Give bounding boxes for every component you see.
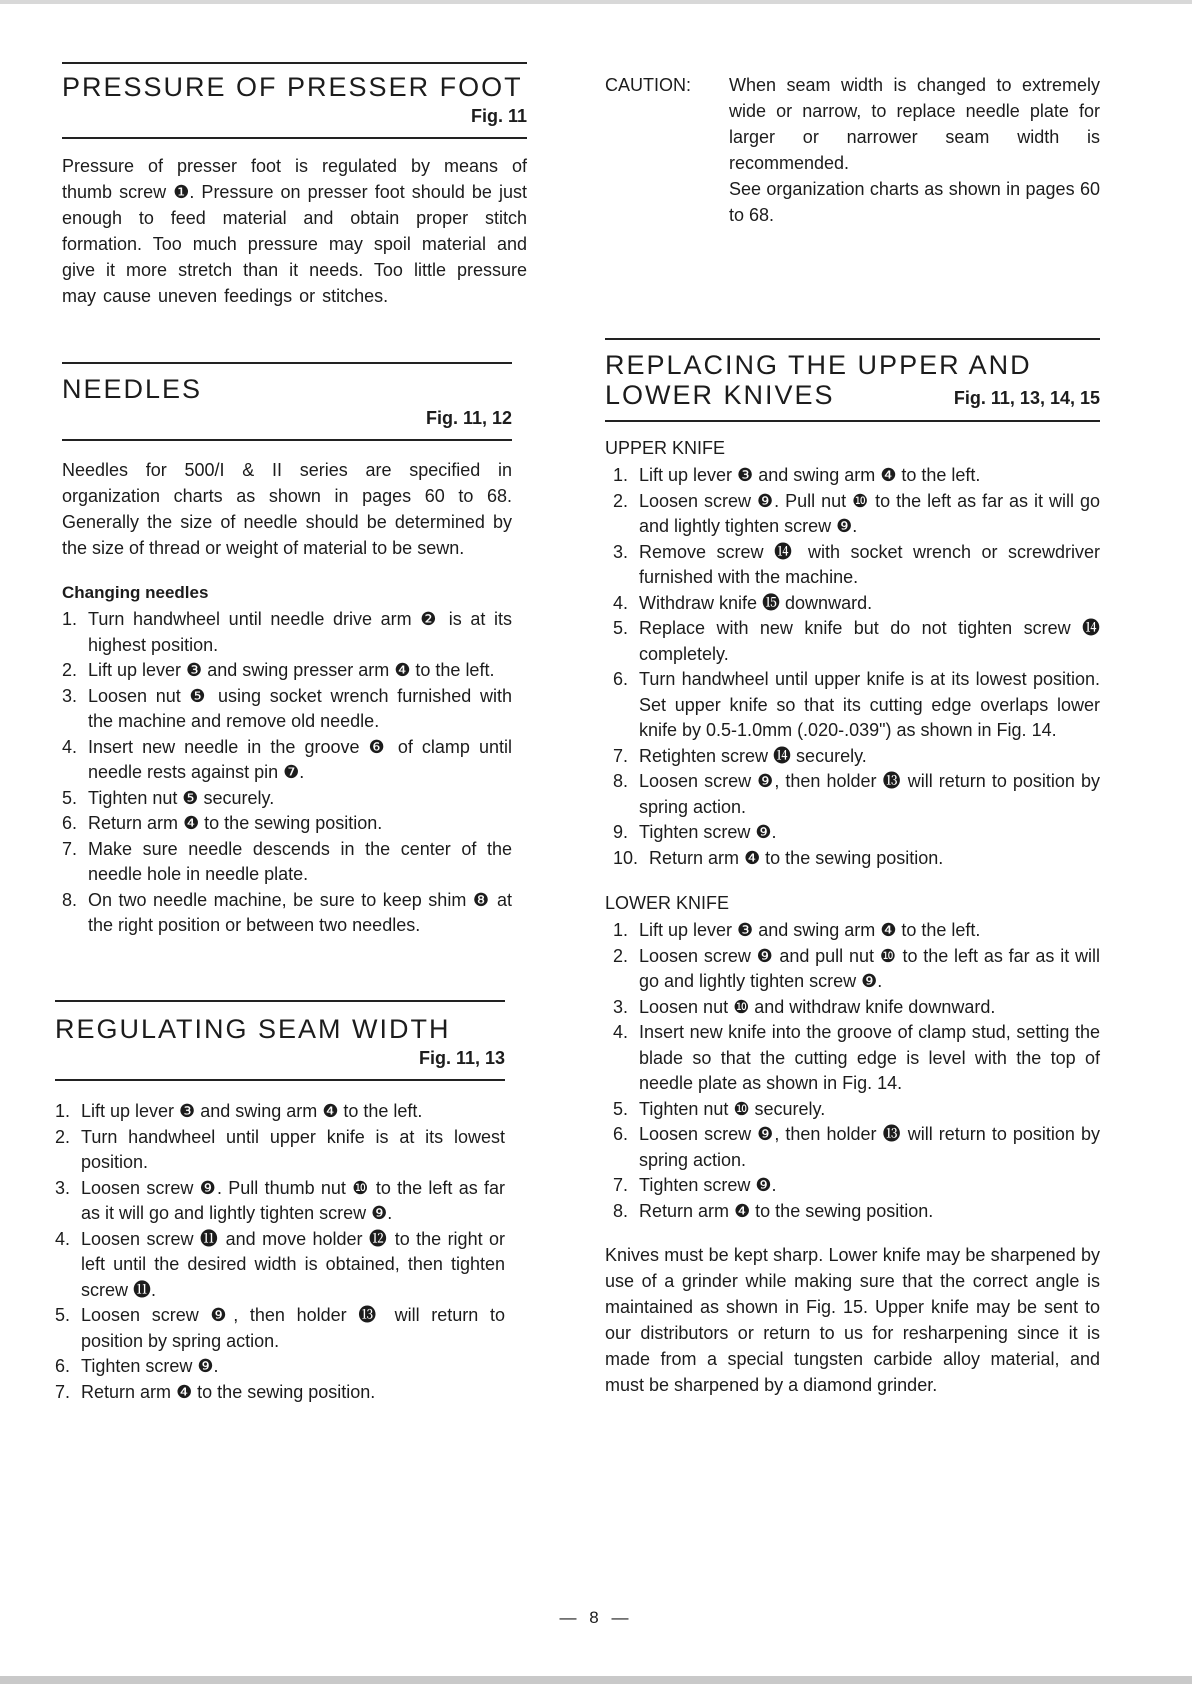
seam-width-steps — [55, 1099, 505, 1405]
list-item-number: 3. — [613, 996, 629, 1017]
list-item-number: 2. — [55, 1126, 71, 1147]
section-body: Pressure of presser foot is regulated by means of thumb screw ❶. Pressure on presser foot should be just enough to feed material and obtain proper stitch formation. Too much pressure may spoil material and give it more stretch than it needs. Too little pressure may cause uneven feedings or stitches. — [62, 156, 527, 306]
list-item-text: Make sure needle descends in the center of the needle hole in needle plate. — [88, 838, 512, 884]
list-item — [55, 1303, 505, 1354]
list-item-number: 2. — [62, 660, 78, 680]
list-item — [62, 735, 512, 786]
rule — [62, 362, 512, 364]
caution-label: CAUTION: — [605, 75, 692, 95]
section-seam-width — [55, 1000, 505, 1405]
list-item-text: Loosen screw ❾, then holder ⓭ will return to position by spring action. — [639, 1124, 1100, 1170]
subsection-heading-upper: UPPER KNIFE — [605, 438, 726, 458]
list-item-text: Return arm ❹ to the sewing position. — [639, 1200, 934, 1221]
list-item-number: 8. — [613, 1200, 629, 1221]
list-item-text: Retighten screw ⓮ securely. — [639, 745, 867, 766]
list-item — [55, 1176, 505, 1227]
section-knives — [605, 338, 1100, 1398]
section-pressure — [62, 62, 527, 309]
section-title: NEEDLES — [62, 374, 203, 404]
figure-reference: Fig. 11, 13, 14, 15 — [953, 388, 1100, 408]
list-item — [613, 846, 1100, 872]
list-item-text: Loosen screw ⓫ and move holder ⓬ to the right or left until the desired width is obtained, then tighten screw ⓫. — [81, 1228, 505, 1300]
list-item — [62, 786, 512, 812]
page-number: — 8 — — [559, 1608, 633, 1627]
list-item — [62, 888, 512, 939]
list-item — [62, 837, 512, 888]
list-item — [613, 489, 1100, 540]
lower-knife-steps — [605, 918, 1100, 1224]
section-title: PRESSURE OF PRESSER FOOT — [62, 72, 523, 102]
list-item-number: 5. — [613, 618, 629, 638]
list-item — [613, 1122, 1100, 1173]
list-item-text: Tighten nut ❿ securely. — [639, 1098, 826, 1119]
list-item-number: 10. — [613, 847, 639, 868]
caution-note — [605, 72, 1100, 228]
list-item-text: Remove screw ⓮ with socket wrench or screwdriver furnished with the machine. — [639, 541, 1100, 587]
rule — [605, 420, 1100, 422]
list-item-text: Loosen screw ❾. Pull nut ❿ to the left as far as it will go and lightly tighten screw ❾. — [639, 490, 1100, 536]
list-item — [62, 658, 512, 684]
subsection-heading: Changing needles — [62, 583, 209, 602]
list-item — [613, 667, 1100, 744]
list-item — [62, 811, 512, 837]
list-item-number: 5. — [62, 787, 78, 808]
list-item — [613, 769, 1100, 820]
list-item — [55, 1354, 505, 1380]
list-item-number: 8. — [613, 771, 629, 791]
rule — [55, 1000, 505, 1002]
upper-knife-steps — [605, 463, 1100, 871]
list-item-number: 3. — [613, 541, 629, 562]
list-item — [613, 744, 1100, 770]
list-item-text: Tighten screw ❾. — [81, 1356, 219, 1376]
list-item-number: 6. — [55, 1356, 71, 1376]
list-item-number: 4. — [613, 592, 629, 613]
list-item — [62, 684, 512, 735]
list-item-number: 5. — [613, 1098, 629, 1119]
list-item-number: 7. — [613, 745, 629, 766]
section-title-line2: LOWER KNIVES — [605, 380, 835, 410]
knives-closing-paragraph: Knives must be kept sharp. Lower knife may be sharpened by use of a grinder while making sure that the correct angle is maintained as shown in Fig. 15. Upper knife may be sent to our distributors or return to us for resharpening since it is made from a special tungsten carbide alloy material, and must be sharpened by a diamond grinder. — [605, 1245, 1100, 1395]
list-item-number: 6. — [613, 1124, 629, 1144]
list-item-number: 2. — [613, 490, 629, 511]
list-item — [62, 607, 512, 658]
list-item — [613, 1173, 1100, 1199]
list-item-text: Loosen screw ❾, then holder ⓭ will return to position by spring action. — [81, 1305, 505, 1351]
list-item — [613, 463, 1100, 489]
list-item-number: 3. — [55, 1177, 71, 1198]
rule — [62, 439, 512, 441]
list-item-number: 8. — [62, 889, 78, 910]
rule — [55, 1079, 505, 1081]
list-item-number: 1. — [62, 609, 78, 629]
list-item-text: Loosen screw ❾. Pull thumb nut ❿ to the left as far as it will go and lightly tighten screw ❾. — [81, 1177, 505, 1223]
list-item-text: Lift up lever ❸ and swing arm ❹ to the left. — [81, 1101, 423, 1121]
caution-body-2: See organization charts as shown in pages 60 to 68. — [729, 179, 1100, 225]
list-item-number: 4. — [62, 736, 78, 757]
list-item — [613, 1097, 1100, 1123]
list-item-text: Return arm ❹ to the sewing position. — [649, 847, 944, 868]
figure-reference: Fig. 11, 13 — [418, 1048, 505, 1068]
list-item-text: Withdraw knife ⓯ downward. — [639, 592, 873, 613]
list-item-text: Replace with new knife but do not tighten screw ⓮ completely. — [639, 618, 1100, 664]
rule — [605, 338, 1100, 340]
section-body: Needles for 500/I & II series are specified in organization charts as shown in pages 60 to 68. Generally the size of needle should be determined by the size of thread or weight of material to be sewn. — [62, 460, 512, 558]
list-item-number: 3. — [62, 685, 78, 706]
list-item-number: 4. — [613, 1022, 629, 1042]
list-item-text: Tighten nut ❺ securely. — [88, 787, 275, 808]
changing-needles-steps — [62, 607, 512, 939]
list-item-number: 1. — [613, 465, 629, 485]
list-item-text: Loosen nut ❺ using socket wrench furnished with the machine and remove old needle. — [88, 685, 512, 731]
top-edge-line — [0, 0, 1192, 4]
rule — [62, 62, 527, 64]
list-item-text: Turn handwheel until upper knife is at its lowest position. — [81, 1126, 505, 1172]
list-item — [613, 918, 1100, 944]
rule — [62, 137, 527, 139]
figure-reference: Fig. 11 — [470, 106, 527, 126]
figure-reference: Fig. 11, 12 — [425, 408, 512, 428]
list-item-number: 1. — [55, 1101, 71, 1121]
list-item-number: 6. — [62, 813, 78, 833]
list-item-number: 2. — [613, 945, 629, 966]
list-item-number: 9. — [613, 822, 629, 842]
list-item — [55, 1099, 505, 1125]
list-item-text: Turn handwheel until upper knife is at its lowest position. Set upper knife so that its cutting edge overlaps lower knife by 0.5-1.0mm (.020-.039") as shown in Fig. 14. — [639, 669, 1100, 740]
list-item-text: Lift up lever ❸ and swing arm ❹ to the left. — [639, 465, 981, 485]
list-item — [55, 1380, 505, 1406]
list-item-text: Lift up lever ❸ and swing presser arm ❹ to the left. — [88, 660, 495, 680]
list-item-text: On two needle machine, be sure to keep shim ❽ at the right position or between two needles. — [88, 889, 512, 935]
list-item — [55, 1227, 505, 1304]
section-title-line1: REPLACING THE UPPER AND — [605, 350, 1032, 380]
list-item-text: Loosen screw ❾ and pull nut ❿ to the left as far as it will go and lightly tighten screw ❾. — [639, 945, 1100, 991]
list-item-text: Lift up lever ❸ and swing arm ❹ to the left. — [639, 920, 981, 940]
list-item — [55, 1125, 505, 1176]
list-item-number: 7. — [62, 838, 78, 859]
list-item-text: Tighten screw ❾. — [639, 1175, 777, 1195]
list-item-number: 4. — [55, 1228, 71, 1249]
section-title-line2-row — [605, 380, 1100, 410]
list-item — [613, 1199, 1100, 1225]
list-item — [613, 616, 1100, 667]
list-item-text: Insert new knife into the groove of clamp stud, setting the blade so that the cutting edge is level with the top of needle plate as shown in Fig. 14. — [639, 1022, 1100, 1093]
subsection-heading-lower: LOWER KNIFE — [605, 893, 730, 913]
list-item-text: Turn handwheel until needle drive arm ❷ is at its highest position. — [88, 609, 512, 655]
list-item-number: 5. — [55, 1305, 71, 1325]
list-item-text: Loosen screw ❾, then holder ⓭ will return to position by spring action. — [639, 771, 1100, 817]
list-item-number: 7. — [55, 1381, 71, 1402]
list-item — [613, 591, 1100, 617]
list-item-number: 6. — [613, 669, 629, 689]
list-item — [613, 1020, 1100, 1097]
list-item-text: Loosen nut ❿ and withdraw knife downward. — [639, 996, 996, 1017]
list-item-number: 1. — [613, 920, 629, 940]
list-item-text: Insert new needle in the groove ❻ of clamp until needle rests against pin ❼. — [88, 736, 512, 782]
section-title: REGULATING SEAM WIDTH — [55, 1014, 451, 1044]
section-needles — [62, 362, 512, 939]
list-item — [613, 820, 1100, 846]
list-item-number: 7. — [613, 1175, 629, 1195]
list-item-text: Return arm ❹ to the sewing position. — [81, 1381, 376, 1402]
caution-body: When seam width is changed to extremely wide or narrow, to replace needle plate for larger or narrower seam width is recommended. — [729, 75, 1100, 173]
bottom-edge-bar — [0, 1676, 1192, 1684]
list-item-text: Tighten screw ❾. — [639, 822, 777, 842]
list-item — [613, 995, 1100, 1021]
list-item-text: Return arm ❹ to the sewing position. — [88, 813, 383, 833]
list-item — [613, 944, 1100, 995]
list-item — [613, 540, 1100, 591]
